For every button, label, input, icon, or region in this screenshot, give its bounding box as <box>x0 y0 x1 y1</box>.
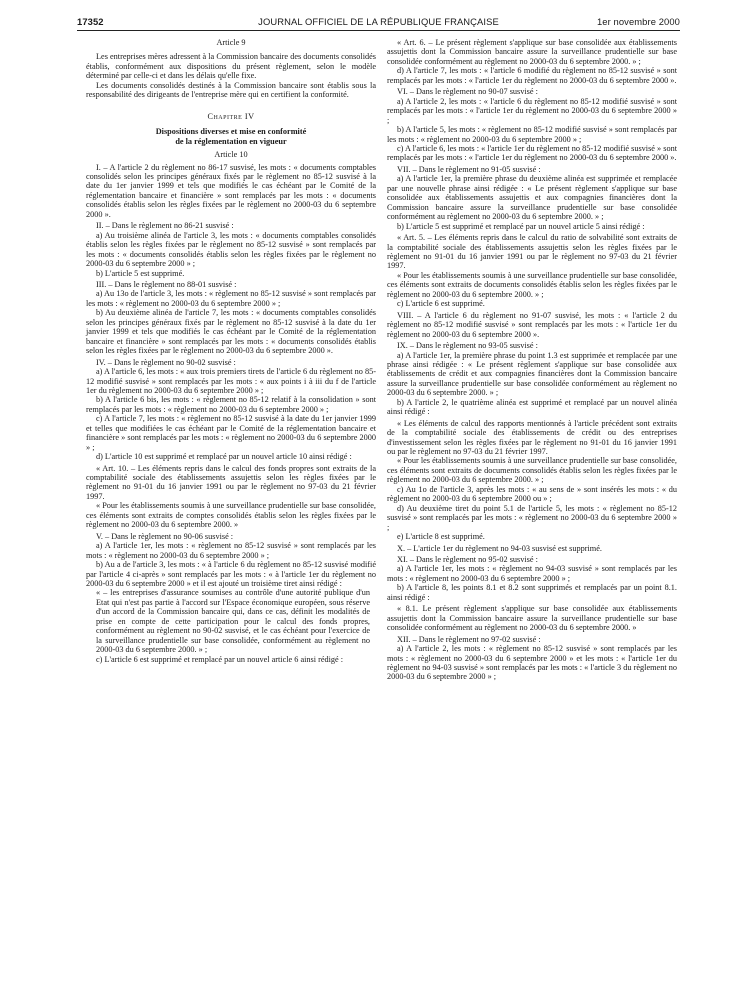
paragraph: b) A l'article 8, les points 8.1 et 8.2 sont supprimés et remplacés par un point 8.1. ainsi rédigé : <box>387 583 677 602</box>
paragraph: b) L'article 5 est supprimé et remplacé par un nouvel article 5 ainsi rédigé : <box>397 221 645 231</box>
paragraph: b) L'article 5 est supprimé. <box>96 268 185 278</box>
chapter-heading: Chapitre IV <box>207 111 255 121</box>
paragraph: c) Au 1o de l'article 3, après les mots : « au sens de » sont insérés les mots : « du règlement no 2000-03 du 6 septembre 2000 ou » ; <box>387 484 677 504</box>
quoted-article: « Art. 10. – Les éléments repris dans le calcul des fonds propres sont extraits de la comptabilité sociale des établissements assujettis selon les règles fixées par le règlement no 91-01 du 16 janvier 1991 ou par le règlement no 97-03 du 21 février 1997. <box>86 463 376 501</box>
quoted-article: « Les éléments de calcul des rapports mentionnés à l'article précédent sont extraits de la comptabilité sociale des établissements de crédit ou des entreprises d'investissement selon les règles fixées par le règlement no 91-01 du 16 janvier 1991 ou par le règlement no 97-03 du 21 février 1997. <box>387 418 677 457</box>
paragraph: c) A l'article 6, les mots : « l'article 1er du règlement no 85-12 modifié susvisé » sont remplacés par les mots : « l'article 1er du règlement no 2000-03 du 6 septembre 2000 ». <box>387 143 677 163</box>
paragraph: a) A l'article 2, les mots : « règlement no 85-12 susvisé » sont remplacés par les mots : « règlement no 2000-03 du 6 septembre 2000 » et les mots : « l'article 1er du règlement no 94-03 susvisé » sont remplacés par les mots : « l'article 3 du règlement no 2000-03 du 6 septembre 2000 » ; <box>387 644 677 682</box>
quoted-article: « Pour les établissements soumis à une surveillance prudentielle sur base consolidée, ces éléments sont extraits de documents consolidés établis selon les règles fixées par le règlement no 2000-03 du 6 septembre 2000. » ; <box>387 270 677 299</box>
paragraph: d) Au deuxième tiret du point 5.1 de l'article 5, les mots : « règlement no 85-12 susvisé » sont remplacés par les mots : « règlement no 2000-03 du 6 septembre 2000 » ; <box>387 503 677 532</box>
paragraph: III. – Dans le règlement no 88-01 susvisé : <box>96 279 237 289</box>
paragraph: VII. – Dans le règlement no 91-05 susvisé : <box>397 164 541 174</box>
paragraph: VIII. – A l'article 6 du règlement no 91-07 susvisé, les mots : « l'article 2 du règlement no 85-12 modifié susvisé » sont remplacés par les mots : « l'article 1er du règlement no 2000-03 du 6 septembre 2000 ». <box>387 310 677 339</box>
paragraph: II. – Dans le règlement no 86-21 susvisé : <box>96 221 234 231</box>
paragraph: V. – Dans le règlement no 90-06 susvisé : <box>96 531 234 541</box>
paragraph: Les entreprises mères adressent à la Commission bancaire des documents consolidés établis, conformément aux dispositions du présent règlement, selon le modèle déterminé par celle-ci et dans les délais qu'elle fixe. <box>86 52 376 81</box>
paragraph: c) L'article 6 est supprimé et remplacé par un nouvel article 6 ainsi rédigé : <box>96 654 344 664</box>
page-header <box>77 16 680 30</box>
chapter-title <box>86 127 376 146</box>
paragraph: VI. – Dans le règlement no 90-07 susvisé : <box>397 87 538 97</box>
paragraph: a) A l'article 6, les mots : « aux trois premiers tirets de l'article 6 du règlement no 85-12 modifié susvisé » sont remplacés par les mots : « aux points i à iii du f de l'article 1er du règlement no 2000-03 du 6 septembre 2000 » ; <box>86 367 376 395</box>
paragraph: d) L'article 10 est supprimé et remplacé par un nouvel article 10 ainsi rédigé : <box>96 452 352 462</box>
paragraph: b) A l'article 6 bis, les mots : « règlement no 85-12 relatif à la consolidation » sont remplacés par les mots : « règlement no 2000-03 du 6 septembre 2000 » ; <box>86 395 376 414</box>
paragraph: Les documents consolidés destinés à la Commission bancaire sont établis sous la responsabilité des dirigeants de l'entreprise mère qui en certifient la conformité. <box>86 80 376 100</box>
paragraph: I. – A l'article 2 du règlement no 86-17 susvisé, les mots : « documents comptables consolidés selon les principes généraux fixés par le règlement no 85-12 susvisé à la date du 1er janvier 1999 et tels que modifiés le cas échéant par le Comité de la réglementation bancaire et financière » sont remplacés par les mots : « documents consolidés établis selon les règles fixées par le règlement no 2000-03 du 6 septembre 2000 ». <box>86 162 376 219</box>
paragraph: a) A l'article 2, les mots : « l'article 6 du règlement no 85-12 modifié susvisé » sont remplacés par les mots : « l'article 1er du règlement no 2000-03 du 6 septembre 2000 » ; <box>387 96 677 125</box>
journal-title: JOURNAL OFFICIEL DE LA RÉPUBLIQUE FRANÇAISE <box>258 16 499 27</box>
quoted-article: « Pour les établissements soumis à une surveillance prudentielle sur base consolidée, ces éléments sont extraits de documents consolidés établis selon les règles fixées par le règlement no 2000-03 du 6 septembre 2000. » ; <box>387 456 677 485</box>
paragraph: b) Au a de l'article 3, les mots : « à l'article 6 du règlement no 85-12 susvisé modifié par l'article 4 ci-après » sont remplacés par les mots : « à l'article 1er du règlement no 2000-03 du 6 septembre 2000 » et il est ajouté un troisième tiret ainsi rédigé : <box>86 560 376 589</box>
quoted-article: « Art. 6. – Le présent règlement s'applique sur base consolidée aux établissements assujettis dont la Commission bancaire assure la surveillance prudentielle sur base consolidée conformément au règlement no 2000-03 du 6 septembre 2000. » ; <box>387 38 677 66</box>
paragraph: b) A l'article 2, le quatrième alinéa est supprimé et remplacé par un nouvel alinéa ainsi rédigé : <box>387 397 677 417</box>
quoted-article: « Art. 5. – Les éléments repris dans le calcul du ratio de solvabilité sont extraits de la comptabilité sociale des établissements assujettis selon les règles fixées par le règlement no 91-01 du 16 janvier 1991 ou par le règlement no 97-03 du 21 février 1997. <box>387 233 677 271</box>
paragraph: a) Au troisième alinéa de l'article 3, les mots : « documents comptables consolidés établis selon les règles fixées par le règlement no 85-12 susvisé » sont remplacés par les mots : « documents consolidés établis selon les règles fixées par le règlement no 2000-03 du 6 septembre 2000 » ; <box>86 230 376 269</box>
quoted-article: « 8.1. Le présent règlement s'applique sur base consolidée aux établissements assujettis dont la Commission bancaire assure la surveillance prudentielle sur base consolidée conformément au règlement no 2000-03 du 6 septembre 2000. » <box>387 604 677 633</box>
paragraph: a) A l'article 1er, la première phrase du deuxième alinéa est supprimée et remplacée par une nouvelle phrase ainsi rédigée : « Le présent règlement s'applique sur base consolidée aux établissements assujettis et aux compagnies financières dont la Commission bancaire assure la surveillance prudentielle sur base consolidée conformément au règlement no 2000-03 du 6 septembre 2000. » ; <box>387 174 677 222</box>
paragraph: IV. – Dans le règlement no 90-02 susvisé : <box>96 357 236 367</box>
paragraph: b) A l'article 5, les mots : « règlement no 85-12 modifié susvisé » sont remplacés par les mots : « règlement no 2000-03 du 6 septembre 2000 » ; <box>387 125 677 144</box>
paragraph: IX. – Dans le règlement no 93-05 susvisé : <box>397 341 538 351</box>
paragraph: XI. – Dans le règlement no 95-02 susvisé : <box>397 555 538 565</box>
article-10-heading: Article 10 <box>214 150 248 160</box>
paragraph: XII. – Dans le règlement no 97-02 susvisé : <box>397 634 541 644</box>
page-number: 17352 <box>77 16 104 27</box>
chapter-title-line: de la réglementation en vigueur <box>175 136 287 146</box>
paragraph: a) A l'article 1er, les mots : « règlement no 94-03 susvisé » sont remplacés par les mots : « règlement no 2000-03 du 6 septembre 2000 » ; <box>387 564 677 583</box>
left-column <box>86 38 376 664</box>
header-rule <box>77 30 680 31</box>
paragraph: X. – L'article 1er du règlement no 94-03 susvisé est supprimé. <box>397 543 602 553</box>
quoted-dash-item: « – les entreprises d'assurance soumises au contrôle d'une autorité publique d'un Etat qui n'est pas partie à l'accord sur l'Espace économique européen, sous réserve d'un accord de la Commission bancaire qui, dans ce cas, définit les modalités de prise en compte de cette participation pour le calcul des fonds propres, conformément au règlement no 90-02 susvisé, et le cas échéant pour l'exercice de la surveillance prudentielle sur base consolidée, conformément au règlement no 2000-03 du 6 septembre 2000. » ; <box>96 588 370 655</box>
issue-date: 1er novembre 2000 <box>596 16 680 27</box>
paragraph: d) A l'article 7, les mots : « l'article 6 modifié du règlement no 85-12 susvisé » sont remplacés par les mots : « l'article 1er du règlement no 2000-03 du 6 septembre 2000 ». <box>387 66 677 85</box>
paragraph: a) A l'article 1er, les mots : « règlement no 85-12 susvisé » sont remplacés par les mots : « règlement no 2000-03 du 6 septembre 2000 » ; <box>86 541 376 560</box>
article-9-heading: Article 9 <box>216 38 246 47</box>
quoted-article: « Pour les établissements soumis à une surveillance prudentielle sur base consolidée, ces éléments sont extraits de comptes consolidés établis selon les règles fixées par le règlement no 2000-03 du 6 septembre 2000. » <box>86 501 376 530</box>
paragraph: a) Au 13o de l'article 3, les mots : « règlement no 85-12 susvisé » sont remplacés par les mots : « règlement no 2000-03 du 6 septembre 2000 » ; <box>86 289 376 308</box>
paragraph: c) L'article 6 est supprimé. <box>397 299 485 309</box>
right-column <box>387 38 677 682</box>
paragraph: e) L'article 8 est supprimé. <box>397 532 485 542</box>
paragraph: a) A l'article 1er, la première phrase du point 1.3 est supprimée et remplacée par une phrase ainsi rédigée : « Le présent règlement s'applique sur base consolidée aux établissements de crédit et aux compagnies financières dont la Commission bancaire assure la surveillance prudentielle sur base consolidée conformément au règlement no 2000-03 du 6 septembre 2000. » ; <box>387 350 677 398</box>
chapter-title-line: Dispositions diverses et mise en conformité <box>155 127 307 137</box>
paragraph: b) Au deuxième alinéa de l'article 7, les mots : « documents comptables consolidés selon les principes généraux fixés par le règlement no 85-12 susvisé à la date du 1er janvier 1999 et tels que modifiés le cas échéant par le Comité de la réglementation bancaire et financière » sont remplacés par les mots : « documents consolidés établis selon les règles fixées par le règlement no 2000-03 du 6 septembre 2000 ». <box>86 308 376 356</box>
paragraph: c) A l'article 7, les mots : « règlement no 85-12 susvisé à la date du 1er janvier 1999 et telles que modifiées le cas échéant par le Comité de la réglementation bancaire et financière » sont remplacés par les mots : « règlement no 2000-03 du 6 septembre 2000 » ; <box>86 414 376 452</box>
